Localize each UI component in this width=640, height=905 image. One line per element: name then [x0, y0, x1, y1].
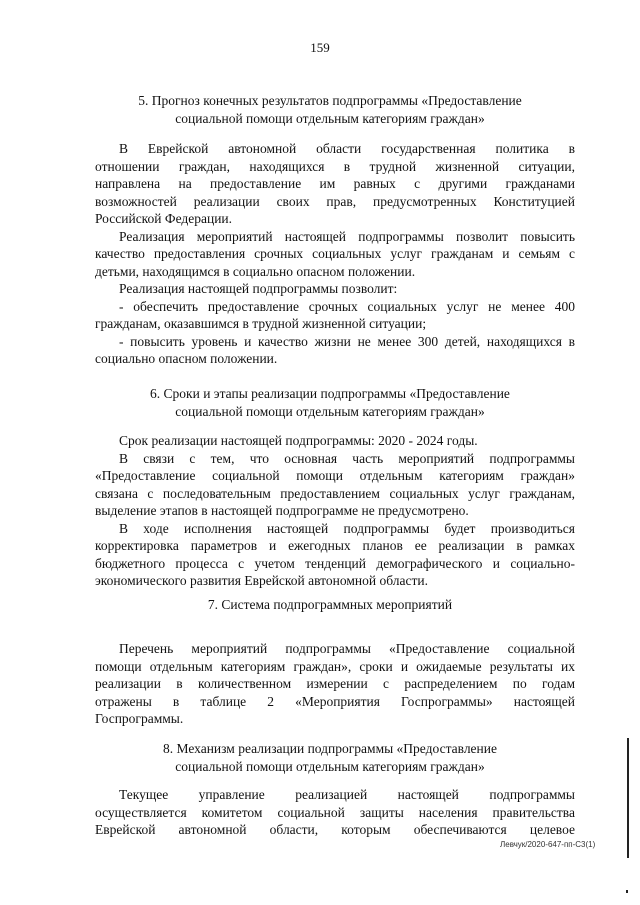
- text-line: детьми, находящимся в социально опасном положении.: [95, 263, 416, 279]
- text-line: В ходе исполнения настоящей подпрограммы будет производиться: [119, 520, 575, 536]
- section-6-paragraph-3: [95, 520, 575, 590]
- text-line: возможностей реализации своих прав, предусмотренных Конституцией: [95, 193, 575, 209]
- text-line: - повысить уровень и качество жизни не менее 300 детей, находящихся в: [119, 333, 575, 349]
- page-number: 159: [310, 40, 330, 55]
- heading-line: социальной помощи отдельным категориям граждан»: [175, 759, 485, 774]
- section-5-heading: [80, 92, 580, 128]
- section-5-paragraph-1: [95, 140, 575, 228]
- section-5-paragraph-3: [95, 280, 575, 298]
- text-line: Госпрограммы.: [95, 711, 184, 726]
- text-line: Российской Федерации.: [95, 211, 233, 226]
- section-6-paragraph-1: [95, 432, 575, 450]
- text-line: направлена на предоставление им равных с другими гражданами: [95, 176, 575, 191]
- heading-line: социальной помощи отдельным категориям граждан»: [175, 404, 485, 419]
- text-line: связана с последовательным предоставлением социальных услуг гражданам,: [95, 485, 575, 501]
- heading-line: 6. Сроки и этапы реализации подпрограммы «Предоставление: [150, 386, 510, 401]
- section-6-heading: [80, 385, 580, 421]
- section-6-paragraph-2: [95, 450, 575, 520]
- section-5-paragraph-5: [95, 333, 575, 368]
- text-line: гражданам, оказавшимся в трудной жизненной ситуации;: [95, 316, 427, 331]
- scan-margin-line: [627, 738, 629, 858]
- scan-margin-mark: [626, 890, 628, 893]
- section-7-paragraph-1: [95, 640, 575, 728]
- text-line: В связи с тем, что основная часть мероприятий подпрограммы: [119, 450, 575, 466]
- text-line: - обеспечить предоставление срочных социальных услуг не менее 400: [119, 298, 575, 314]
- section-5-paragraph-2: [95, 228, 575, 281]
- text-line: корректировка параметров и ежегодных планов ее реализации в рамках: [95, 538, 575, 553]
- document-code: Левчук/2020-647-пп-С3(1): [500, 840, 596, 849]
- text-line: Текущее управление реализацией настоящей подпрограммы: [119, 787, 575, 802]
- text-line: выделение этапов в настоящей подпрограмме не предусмотрено.: [95, 503, 469, 518]
- heading-line: социальной помощи отдельным категориям граждан»: [175, 111, 485, 126]
- text-line: Срок реализации настоящей подпрограммы: 2020 - 2024 годы.: [119, 433, 478, 448]
- text-line: «Предоставление социальной помощи отдельным категориям граждан»: [95, 468, 575, 483]
- heading-line: 5. Прогноз конечных результатов подпрограммы «Предоставление: [138, 93, 522, 108]
- heading-line: 7. Система подпрограммных мероприятий: [207, 597, 453, 612]
- text-line: осуществляется комитетом социальной защиты населения правительства: [95, 804, 575, 820]
- text-line: В Еврейской автономной области государственная политика в: [119, 141, 575, 156]
- text-line: реализации в количественном измерении с распределением по годам: [95, 676, 575, 691]
- text-line: отношении граждан, находящихся в трудной жизненной ситуации,: [95, 158, 575, 174]
- text-line: бюджетного процесса с учетом тенденций демографического и социально-: [95, 555, 575, 571]
- text-line: социально опасном положении.: [95, 351, 278, 366]
- section-8-heading: [80, 740, 580, 776]
- text-line: экономического развития Еврейской автономной области.: [95, 573, 428, 588]
- section-5-paragraph-4: [95, 298, 575, 333]
- text-line: Реализация настоящей подпрограммы позволит:: [119, 281, 398, 296]
- heading-line: 8. Механизм реализации подпрограммы «Предоставление: [163, 741, 497, 756]
- text-line: Перечень мероприятий подпрограммы «Предоставление социальной: [119, 641, 575, 656]
- text-line: отражены в таблице 2 «Мероприятия Госпрограммы» настоящей: [95, 693, 575, 709]
- section-8-paragraph-1: [95, 786, 575, 839]
- section-7-heading: [80, 596, 580, 614]
- text-line: Реализация мероприятий настоящей подпрограммы позволит повысить: [119, 228, 575, 244]
- text-line: качество предоставления срочных социальных услуг гражданам и семьям с: [95, 246, 575, 261]
- text-line: помощи отдельным категориям граждан», сроки и ожидаемые результаты их: [95, 658, 575, 674]
- text-line: Еврейской автономной области, которым обеспечиваются целевое: [95, 822, 575, 837]
